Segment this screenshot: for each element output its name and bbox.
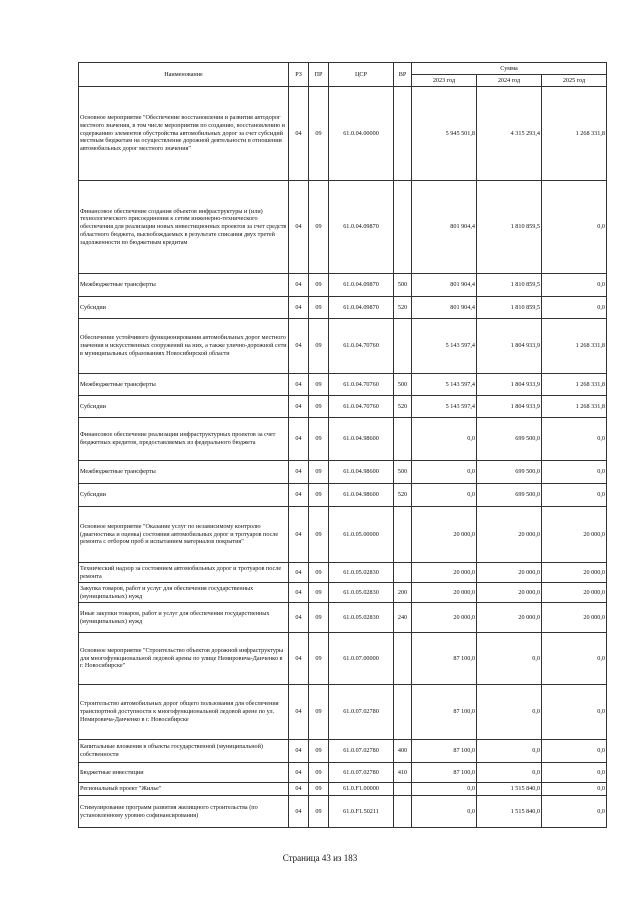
row-csr: 61.0.05.02830 <box>329 603 394 633</box>
row-name: Закупка товаров, работ и услуг для обеспечения государственных (муниципальных) нужд <box>79 583 289 603</box>
row-sum-2024: 699 500,0 <box>477 461 542 484</box>
row-csr: 61.0.F1.50211 <box>329 796 394 828</box>
row-sum-2025: 0,0 <box>542 181 607 274</box>
row-pr: 09 <box>309 563 329 583</box>
row-sum-2024: 4 315 293,4 <box>477 87 542 181</box>
row-rz: 04 <box>289 274 309 297</box>
row-pr: 09 <box>309 319 329 374</box>
table-row <box>79 297 607 319</box>
row-csr: 61.0.05.02830 <box>329 563 394 583</box>
header-sums: Сумма <box>412 63 607 75</box>
header-pr: ПР <box>309 63 329 87</box>
row-sum-2025: 0,0 <box>542 418 607 461</box>
row-sum-2024: 1 804 933,9 <box>477 396 542 418</box>
row-sum-2024: 1 810 859,5 <box>477 297 542 319</box>
row-csr: 61.0.07.02780 <box>329 763 394 783</box>
table-row <box>79 181 607 274</box>
row-sum-2023: 0,0 <box>412 418 477 461</box>
row-sum-2024: 0,0 <box>477 740 542 763</box>
row-rz: 04 <box>289 603 309 633</box>
row-pr: 09 <box>309 633 329 685</box>
header-year-2023: 2023 год <box>412 75 477 87</box>
row-vr: 500 <box>394 461 412 484</box>
row-sum-2024: 1 515 840,0 <box>477 796 542 828</box>
row-vr <box>394 563 412 583</box>
row-pr: 09 <box>309 685 329 740</box>
row-sum-2025: 0,0 <box>542 461 607 484</box>
row-sum-2023: 5 945 501,8 <box>412 87 477 181</box>
row-sum-2025: 0,0 <box>542 633 607 685</box>
row-sum-2024: 20 000,0 <box>477 583 542 603</box>
row-sum-2023: 87 100,0 <box>412 685 477 740</box>
row-csr: 61.0.04.98600 <box>329 461 394 484</box>
row-rz: 04 <box>289 396 309 418</box>
row-vr <box>394 87 412 181</box>
row-sum-2023: 20 000,0 <box>412 507 477 563</box>
row-csr: 61.0.04.00000 <box>329 87 394 181</box>
row-csr: 61.0.04.09870 <box>329 181 394 274</box>
row-pr: 09 <box>309 374 329 396</box>
row-vr: 240 <box>394 603 412 633</box>
row-vr: 400 <box>394 740 412 763</box>
row-sum-2024: 1 804 933,9 <box>477 374 542 396</box>
row-vr: 500 <box>394 374 412 396</box>
row-vr <box>394 319 412 374</box>
row-sum-2023: 0,0 <box>412 484 477 507</box>
row-csr: 61.0.04.98600 <box>329 484 394 507</box>
table-row <box>79 740 607 763</box>
row-rz: 04 <box>289 740 309 763</box>
row-sum-2024: 0,0 <box>477 763 542 783</box>
table-row <box>79 396 607 418</box>
row-name: Субсидии <box>79 297 289 319</box>
row-csr: 61.0.07.02780 <box>329 685 394 740</box>
row-sum-2023: 20 000,0 <box>412 563 477 583</box>
row-rz: 04 <box>289 507 309 563</box>
row-sum-2024: 1 810 859,5 <box>477 181 542 274</box>
row-vr <box>394 685 412 740</box>
row-sum-2023: 801 904,4 <box>412 181 477 274</box>
table-row <box>79 563 607 583</box>
row-name: Основное мероприятие "Оказание услуг по независимому контролю (диагностика и оценка) состояния автомобильных дорог и тротуаров после ремонта с отбором проб и испытанием материалов покрытия" <box>79 507 289 563</box>
row-name: Региональный проект "Жилье" <box>79 783 289 796</box>
row-rz: 04 <box>289 461 309 484</box>
row-pr: 09 <box>309 274 329 297</box>
row-name: Основное мероприятие "Обеспечение восстановления и развития автодорог местного значения, в том числе мероприятия по созданию, восстановлению и содержанию элементов обустройства автомобильных дорог за счет субсидий местным бюджетам на осуществление дорожной деятельности в отношении автомобильных дорог местного значения" <box>79 87 289 181</box>
row-sum-2025: 0,0 <box>542 274 607 297</box>
table-row <box>79 685 607 740</box>
row-pr: 09 <box>309 297 329 319</box>
row-name: Строительство автомобильных дорог общего пользования для обеспечения транспортной доступности к многофункциональной ледовой арене по ул. Немировича-Данченко в г. Новосибирске <box>79 685 289 740</box>
row-sum-2025: 0,0 <box>542 763 607 783</box>
row-name: Технический надзор за состоянием автомобильных дорог и тротуаров после ремонта <box>79 563 289 583</box>
row-sum-2025: 1 268 331,8 <box>542 319 607 374</box>
row-sum-2023: 87 100,0 <box>412 763 477 783</box>
row-pr: 09 <box>309 181 329 274</box>
row-vr <box>394 633 412 685</box>
row-sum-2024: 699 500,0 <box>477 418 542 461</box>
table-row <box>79 507 607 563</box>
row-vr <box>394 181 412 274</box>
row-vr: 520 <box>394 396 412 418</box>
table-row <box>79 319 607 374</box>
row-sum-2025: 1 268 331,8 <box>542 396 607 418</box>
row-pr: 09 <box>309 603 329 633</box>
row-rz: 04 <box>289 633 309 685</box>
row-sum-2024: 1 810 859,5 <box>477 274 542 297</box>
row-sum-2024: 0,0 <box>477 633 542 685</box>
row-pr: 09 <box>309 418 329 461</box>
row-rz: 04 <box>289 319 309 374</box>
row-csr: 61.0.F1.00000 <box>329 783 394 796</box>
row-sum-2025: 20 000,0 <box>542 603 607 633</box>
row-vr <box>394 783 412 796</box>
row-sum-2025: 1 268 331,8 <box>542 87 607 181</box>
row-pr: 09 <box>309 461 329 484</box>
row-sum-2023: 20 000,0 <box>412 583 477 603</box>
row-csr: 61.0.07.00000 <box>329 633 394 685</box>
table-row <box>79 418 607 461</box>
row-rz: 04 <box>289 685 309 740</box>
row-name: Капитальные вложения в объекты государственной (муниципальной) собственности <box>79 740 289 763</box>
row-sum-2023: 0,0 <box>412 796 477 828</box>
header-year-2024: 2024 год <box>477 75 542 87</box>
table-row <box>79 763 607 783</box>
header-rz: РЗ <box>289 63 309 87</box>
row-name: Межбюджетные трансферты <box>79 374 289 396</box>
row-vr: 520 <box>394 297 412 319</box>
row-pr: 09 <box>309 583 329 603</box>
row-name: Бюджетные инвестиции <box>79 763 289 783</box>
row-sum-2024: 20 000,0 <box>477 603 542 633</box>
row-name: Субсидии <box>79 484 289 507</box>
table-row <box>79 484 607 507</box>
row-name: Межбюджетные трансферты <box>79 274 289 297</box>
row-pr: 09 <box>309 796 329 828</box>
row-name: Финансовое обеспечение создания объектов инфраструктуры и (или) технологического присоединения к сетям инженерно-технического обеспечения для реализации новых инвестиционных проектов за счет средств областного бюджета, высвобождаемых в результате списания двух третей задолженности по бюджетным кредитам <box>79 181 289 274</box>
row-pr: 09 <box>309 484 329 507</box>
row-csr: 61.0.07.02780 <box>329 740 394 763</box>
row-rz: 04 <box>289 484 309 507</box>
row-csr: 61.0.05.00000 <box>329 507 394 563</box>
row-sum-2024: 699 500,0 <box>477 484 542 507</box>
row-pr: 09 <box>309 396 329 418</box>
row-sum-2023: 5 143 597,4 <box>412 319 477 374</box>
row-pr: 09 <box>309 87 329 181</box>
row-rz: 04 <box>289 418 309 461</box>
row-vr <box>394 507 412 563</box>
row-vr: 200 <box>394 583 412 603</box>
row-name: Основное мероприятие "Строительство объектов дорожной инфраструктуры для многофункциональной ледовой арены по улице Немировича-Данченко в г. Новосибирске" <box>79 633 289 685</box>
table-row <box>79 633 607 685</box>
row-sum-2023: 5 143 597,4 <box>412 396 477 418</box>
row-sum-2024: 20 000,0 <box>477 563 542 583</box>
table-row <box>79 603 607 633</box>
row-name: Финансовое обеспечение реализации инфраструктурных проектов за счет бюджетных кредитов, предоставляемых из федерального бюджета <box>79 418 289 461</box>
row-name: Обеспечение устойчивого функционирования автомобильных дорог местного значения и искусственных сооружений на них, а также улично-дорожной сети в муниципальных образованиях Новосибирской области <box>79 319 289 374</box>
header-csr: ЦСР <box>329 63 394 87</box>
table-row <box>79 583 607 603</box>
row-sum-2025: 0,0 <box>542 484 607 507</box>
row-rz: 04 <box>289 563 309 583</box>
row-rz: 04 <box>289 297 309 319</box>
row-sum-2025: 0,0 <box>542 740 607 763</box>
page-footer: Страница 43 из 183 <box>282 853 358 863</box>
row-csr: 61.0.04.70760 <box>329 396 394 418</box>
row-csr: 61.0.05.02830 <box>329 583 394 603</box>
row-sum-2023: 87 100,0 <box>412 633 477 685</box>
row-sum-2024: 1 804 933,9 <box>477 319 542 374</box>
row-name: Субсидии <box>79 396 289 418</box>
row-vr: 410 <box>394 763 412 783</box>
row-sum-2023: 0,0 <box>412 783 477 796</box>
table-row <box>79 796 607 828</box>
table-row <box>79 374 607 396</box>
row-vr: 500 <box>394 274 412 297</box>
row-pr: 09 <box>309 507 329 563</box>
header-year-2025: 2025 год <box>542 75 607 87</box>
row-name: Иные закупки товаров, работ и услуг для обеспечения государственных (муниципальных) нужд <box>79 603 289 633</box>
row-rz: 04 <box>289 783 309 796</box>
row-csr: 61.0.04.70760 <box>329 374 394 396</box>
budget-table <box>78 62 607 828</box>
row-sum-2023: 0,0 <box>412 461 477 484</box>
row-vr: 520 <box>394 484 412 507</box>
row-sum-2025: 0,0 <box>542 796 607 828</box>
row-csr: 61.0.04.09870 <box>329 297 394 319</box>
row-rz: 04 <box>289 796 309 828</box>
row-sum-2023: 5 143 597,4 <box>412 374 477 396</box>
row-sum-2025: 20 000,0 <box>542 583 607 603</box>
row-name: Стимулирование программ развития жилищного строительства (по установленному уровню софинансирования) <box>79 796 289 828</box>
row-rz: 04 <box>289 87 309 181</box>
row-pr: 09 <box>309 740 329 763</box>
row-csr: 61.0.04.09870 <box>329 274 394 297</box>
row-name: Межбюджетные трансферты <box>79 461 289 484</box>
row-sum-2025: 20 000,0 <box>542 563 607 583</box>
row-rz: 04 <box>289 374 309 396</box>
row-sum-2025: 0,0 <box>542 297 607 319</box>
row-sum-2023: 801 904,4 <box>412 297 477 319</box>
row-sum-2024: 20 000,0 <box>477 507 542 563</box>
table-row <box>79 87 607 181</box>
header-vr: ВР <box>394 63 412 87</box>
row-vr <box>394 796 412 828</box>
row-pr: 09 <box>309 783 329 796</box>
row-vr <box>394 418 412 461</box>
row-sum-2023: 20 000,0 <box>412 603 477 633</box>
row-sum-2024: 1 515 840,0 <box>477 783 542 796</box>
table-row <box>79 783 607 796</box>
row-sum-2025: 0,0 <box>542 783 607 796</box>
row-pr: 09 <box>309 763 329 783</box>
table-row <box>79 274 607 297</box>
row-rz: 04 <box>289 583 309 603</box>
row-sum-2023: 801 904,4 <box>412 274 477 297</box>
row-csr: 61.0.04.70760 <box>329 319 394 374</box>
row-rz: 04 <box>289 763 309 783</box>
row-sum-2025: 20 000,0 <box>542 507 607 563</box>
row-rz: 04 <box>289 181 309 274</box>
row-sum-2024: 0,0 <box>477 685 542 740</box>
row-sum-2023: 87 100,0 <box>412 740 477 763</box>
row-sum-2025: 1 268 331,8 <box>542 374 607 396</box>
header-name: Наименование <box>79 63 289 87</box>
row-sum-2025: 0,0 <box>542 685 607 740</box>
table-row <box>79 461 607 484</box>
row-csr: 61.0.04.98600 <box>329 418 394 461</box>
